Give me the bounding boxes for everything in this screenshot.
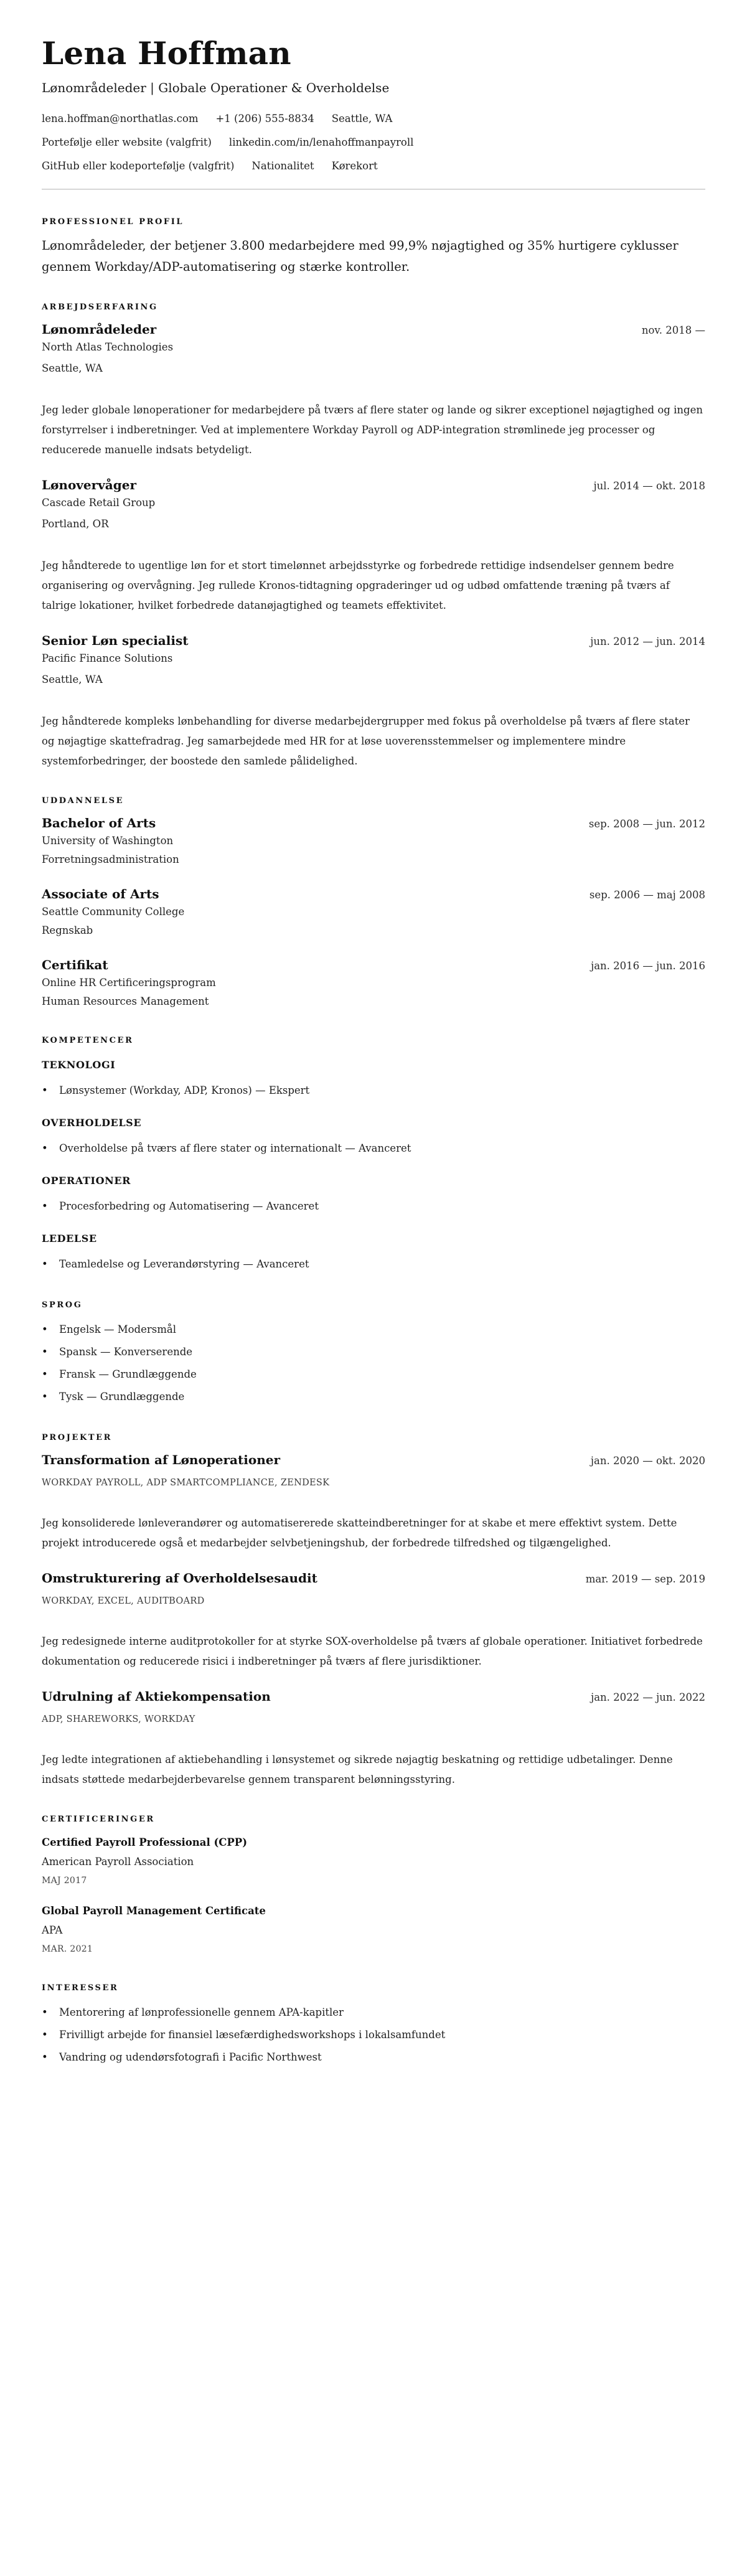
experience-description: Jeg håndterede to ugentlige løn for et stort timelønnet arbejdsstyrke og forbedrede rettidige indsendelser gennem bedre organisering og overvågning. Jeg rullede Kronos-tidtagning opgraderinger ud og udbød omfattende træning på tværs af talrige lokationer, hvilket forbedrede datanøjagtighed og teamets effektivitet. <box>42 560 674 611</box>
profile-summary: Lønområdeleder, der betjener 3.800 medarbejdere med 99,9% nøjagtighed og 35% hurtigere cyklusser gennem Workday/ADP-automatisering og stærke kontroller. <box>42 238 679 274</box>
skill-group-title: TEKNOLOGI <box>42 1059 116 1071</box>
education-school: Online HR Certificeringsprogram <box>42 977 216 989</box>
skill-item: • Overholdelse på tværs af flere stater og internationalt — Avanceret <box>42 1137 705 1160</box>
experience-company: North Atlas Technologies <box>42 341 174 353</box>
certification-item <box>42 1833 705 1890</box>
skills-section <box>42 1036 705 1276</box>
projects-section <box>42 1433 705 1790</box>
experience-date: jun. 2012 — jun. 2014 <box>590 636 705 647</box>
section-title-projects: PROJEKTER <box>42 1433 113 1442</box>
education-degree: Bachelor of Arts <box>42 816 156 830</box>
education-item <box>42 956 705 1011</box>
project-date: mar. 2019 — sep. 2019 <box>585 1573 705 1585</box>
certification-item <box>42 1901 705 1958</box>
experience-location: Portland, OR <box>42 518 109 530</box>
project-stack: WORKDAY PAYROLL, ADP SMARTCOMPLIANCE, ZENDESK <box>42 1478 330 1488</box>
project-date: jan. 2022 — jun. 2022 <box>591 1691 705 1703</box>
education-field: Forretningsadministration <box>42 853 179 865</box>
interest-item: • Vandring og udendørsfotografi i Pacific Northwest <box>42 2046 705 2069</box>
project-item <box>42 1569 705 1671</box>
contact-nationality: Nationalitet <box>251 160 314 172</box>
certification-issuer: APA <box>42 1924 63 1936</box>
experience-company: Cascade Retail Group <box>42 497 156 509</box>
project-item <box>42 1451 705 1553</box>
project-stack: WORKDAY, EXCEL, AUDITBOARD <box>42 1596 205 1606</box>
contact-row-2 <box>42 135 705 150</box>
contact-linkedin[interactable]: linkedin.com/in/lenahoffmanpayroll <box>228 136 414 148</box>
section-title-languages: SPROG <box>42 1300 83 1310</box>
certifications-section <box>42 1815 705 1958</box>
section-title-experience: ARBEJDSERFARING <box>42 303 158 312</box>
experience-description: Jeg leder globale lønoperationer for medarbejdere på tværs af flere stater og lande og sikrer exceptionel nøjagtighed og ingen forstyrrelser i indberetninger. Ved at implementere Workday Payroll og ADP-integration strømlinede jeg processer og reducerede manuelle indsats betydeligt. <box>42 404 703 456</box>
experience-item <box>42 476 705 616</box>
contact-phone[interactable]: +1 (206) 555-8834 <box>215 113 314 125</box>
experience-description: Jeg håndterede kompleks lønbehandling for diverse medarbejdergrupper med fokus på overholdelse på tværs af flere stater og nøjagtige skattefradrag. Jeg samarbejdede med HR for at løse uoverensstemmelser og implementere mindre systemforbedringer, der boostede den samlede pålidelighed. <box>42 715 690 767</box>
project-description: Jeg konsoliderede lønleverandører og automatisererede skatteindberetninger for at skabe et mere effektivt system. Dette projekt introducerede også et medarbejder selvbetjeningshub, der forbedrede tilfredshed og tilgængelighed. <box>42 1517 677 1549</box>
experience-role: Senior Løn specialist <box>42 633 189 648</box>
skill-item: • Teamledelse og Leverandørstyring — Avanceret <box>42 1253 705 1276</box>
certification-date: MAJ 2017 <box>42 1876 87 1886</box>
certification-name: Certified Payroll Professional (CPP) <box>42 1836 248 1848</box>
experience-section <box>42 303 705 771</box>
contact-portfolio[interactable]: Portefølje eller website (valgfrit) <box>42 136 212 148</box>
certification-name: Global Payroll Management Certificate <box>42 1905 266 1917</box>
profile-section <box>42 217 705 278</box>
certification-issuer: American Payroll Association <box>42 1856 194 1868</box>
interest-item: • Frivilligt arbejde for finansiel læsefærdighedsworkshops i lokalsamfundet <box>42 2024 705 2046</box>
project-name: Udrulning af Aktiekompensation <box>42 1689 271 1704</box>
skill-list <box>42 1195 705 1218</box>
candidate-name: Lena Hoffman <box>42 35 291 72</box>
education-school: University of Washington <box>42 835 174 847</box>
education-field: Human Resources Management <box>42 995 209 1007</box>
project-item <box>42 1688 705 1790</box>
skill-group-title: LEDELSE <box>42 1233 97 1244</box>
project-name: Omstrukturering af Overholdelsesaudit <box>42 1571 317 1586</box>
experience-date: nov. 2018 — <box>641 324 705 336</box>
section-title-profile: PROFESSIONEL PROFIL <box>42 217 184 227</box>
experience-date: jul. 2014 — okt. 2018 <box>593 480 705 492</box>
interest-list <box>42 2001 705 2069</box>
experience-location: Seattle, WA <box>42 674 103 685</box>
experience-item <box>42 632 705 771</box>
project-description: Jeg redesignede interne auditprotokoller for at styrke SOX-overholdelse på tværs af globale operationer. Initiativet forbedrede dokumentation og reducerede risici i indberetninger på tværs af flere jurisdiktioner. <box>42 1635 703 1667</box>
contact-row-3 <box>42 159 705 174</box>
experience-location: Seattle, WA <box>42 362 103 374</box>
skill-list <box>42 1079 705 1102</box>
interest-item: • Mentorering af lønprofessionelle gennem APA-kapitler <box>42 2001 705 2024</box>
skill-item: • Lønsystemer (Workday, ADP, Kronos) — Ekspert <box>42 1079 705 1102</box>
project-stack: ADP, SHAREWORKS, WORKDAY <box>42 1714 195 1724</box>
experience-role: Lønovervåger <box>42 477 136 492</box>
experience-item <box>42 321 705 460</box>
education-date: jan. 2016 — jun. 2016 <box>591 960 705 972</box>
contact-drivers-license: Kørekort <box>331 160 378 172</box>
contact-row-1 <box>42 111 705 126</box>
contact-location: Seattle, WA <box>331 113 393 125</box>
candidate-headline: Lønområdeleder | Globale Operationer & Overholdelse <box>42 80 390 95</box>
contact-github[interactable]: GitHub eller kodeportefølje (valgfrit) <box>42 160 235 172</box>
skill-group-title: OPERATIONER <box>42 1175 131 1187</box>
skill-group-title: OVERHOLDELSE <box>42 1117 142 1129</box>
education-field: Regnskab <box>42 924 93 936</box>
education-school: Seattle Community College <box>42 906 185 918</box>
section-title-skills: KOMPETENCER <box>42 1036 134 1045</box>
language-item: • Spansk — Konverserende <box>42 1341 705 1363</box>
languages-section <box>42 1300 705 1408</box>
section-title-interests: INTERESSER <box>42 1983 119 1993</box>
education-date: sep. 2006 — maj 2008 <box>589 889 705 901</box>
skill-list <box>42 1137 705 1160</box>
language-item: • Fransk — Grundlæggende <box>42 1363 705 1386</box>
experience-role: Lønområdeleder <box>42 322 157 337</box>
language-list <box>42 1319 705 1408</box>
skill-item: • Procesforbedring og Automatisering — Avanceret <box>42 1195 705 1218</box>
experience-company: Pacific Finance Solutions <box>42 652 173 664</box>
project-date: jan. 2020 — okt. 2020 <box>590 1455 705 1467</box>
education-item <box>42 814 705 869</box>
project-description: Jeg ledte integrationen af aktiebehandling i lønsystemet og sikrede nøjagtig beskatning og rettidige udbetalinger. Denne indsats støttede medarbejderbevarelse gennem transparent belønningsstyring. <box>42 1754 673 1785</box>
education-date: sep. 2008 — jun. 2012 <box>588 818 705 830</box>
section-title-certifications: CERTIFICERINGER <box>42 1815 155 1824</box>
education-section <box>42 796 705 1011</box>
language-item: • Engelsk — Modersmål <box>42 1319 705 1341</box>
skill-list <box>42 1253 705 1276</box>
language-item: • Tysk — Grundlæggende <box>42 1386 705 1408</box>
education-degree: Certifikat <box>42 957 108 972</box>
education-degree: Associate of Arts <box>42 886 159 901</box>
certification-date: MAR. 2021 <box>42 1944 93 1954</box>
education-item <box>42 885 705 940</box>
header-divider <box>42 189 705 190</box>
resume-header <box>42 36 705 174</box>
project-name: Transformation af Lønoperationer <box>42 1452 280 1467</box>
section-title-education: UDDANNELSE <box>42 796 125 806</box>
contact-email[interactable]: lena.hoffman@northatlas.com <box>42 113 199 125</box>
interests-section <box>42 1983 705 2069</box>
